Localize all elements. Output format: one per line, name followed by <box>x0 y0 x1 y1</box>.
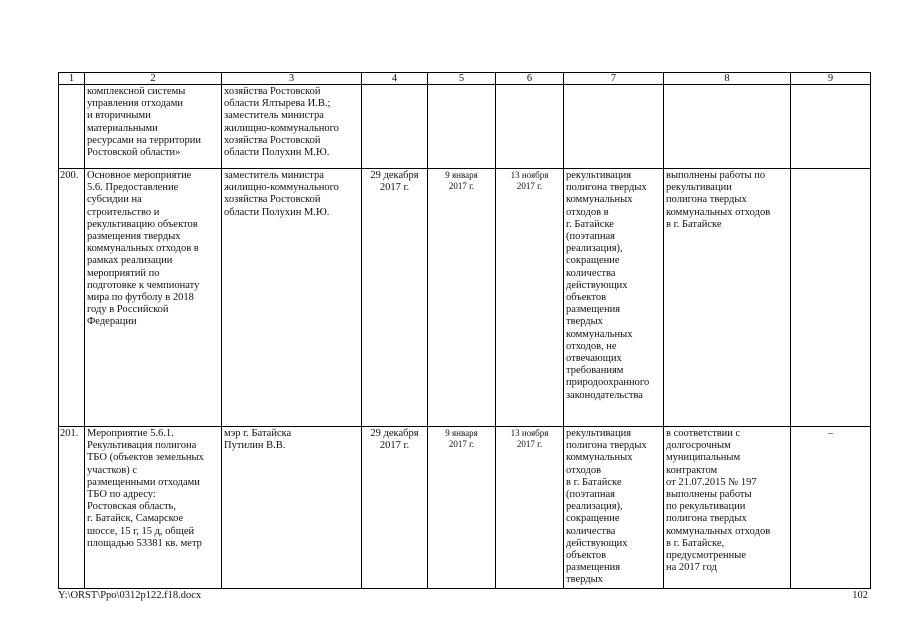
row-number: 200. <box>59 169 85 427</box>
cell-text-line: участков) с <box>87 464 137 476</box>
date-cell <box>362 85 428 169</box>
file-path-footer: Y:\ORST\Ppo\0312p122.f18.docx <box>58 590 202 601</box>
date-cell <box>496 85 564 169</box>
cell-text-line: коммунальных отходов в <box>87 243 199 255</box>
cell-text-line: ТБО (объектов земельных <box>87 452 204 464</box>
row-number <box>59 85 85 169</box>
cell-text-line: количества <box>566 525 616 537</box>
cell-text-line: по рекультивации <box>666 501 746 513</box>
column-header: 5 <box>428 73 496 85</box>
cell-text-line: субсидии на <box>87 194 142 206</box>
cell-text-line: в г. Батайске <box>566 476 622 488</box>
cell-text-line: отвечающих <box>566 353 622 365</box>
cell-text-line: строительство и <box>87 206 160 218</box>
note-cell: – <box>791 427 871 589</box>
column-header: 1 <box>59 73 85 85</box>
cell-text-line: сокращение <box>566 255 620 267</box>
cell-text-line: площадью 53381 кв. метр <box>87 537 202 549</box>
cell-text-line: Ростовская область, <box>87 501 176 513</box>
cell-text-line: рамках реализации <box>87 255 173 267</box>
date-cell <box>496 427 564 589</box>
cell-text-line: выполнены работы по <box>666 170 766 181</box>
column-header: 2 <box>85 73 222 85</box>
cell-text-line: реализация), <box>566 501 623 513</box>
cell-text-line: хозяйства Ростовской <box>224 194 321 206</box>
cell-text-line: размещения <box>566 562 621 574</box>
cell-text-line: 13 ноября <box>510 428 549 438</box>
date-cell <box>496 169 564 427</box>
cell-text-line: Основное мероприятие <box>87 170 192 181</box>
date-cell <box>362 427 428 589</box>
cell-text-line: 29 декабря <box>370 428 419 439</box>
cell-text-line: Мероприятие 5.6.1. <box>87 428 174 439</box>
cell-text-line: рекультивацию объектов <box>87 218 198 230</box>
cell-text-line: шоссе, 15 г, 15 д, общей <box>87 525 195 537</box>
cell-text-line: отходов <box>566 464 602 476</box>
responsible-cell <box>222 169 362 427</box>
result-cell <box>664 85 791 169</box>
cell-text-line: управления отходами <box>87 98 183 110</box>
cell-text-line: (поэтапная <box>566 231 615 243</box>
cell-text-line: ТБО по адресу: <box>87 489 156 501</box>
table-header-row <box>59 73 871 85</box>
cell-text-line: количества <box>566 267 616 279</box>
cell-text-line: мероприятий по <box>87 267 160 279</box>
table-row <box>59 169 871 427</box>
cell-text-line: сокращение <box>566 513 620 525</box>
cell-text-line: на 2017 год <box>666 562 717 574</box>
cell-text-line: законодательства <box>566 389 643 401</box>
cell-text-line: Путилин В.В. <box>224 440 286 452</box>
cell-text-line: 2017 г. <box>379 440 410 452</box>
cell-text-line: хозяйства Ростовской <box>224 134 321 146</box>
date-cell <box>428 427 496 589</box>
cell-text-line: размещенными отходами <box>87 476 200 488</box>
column-header: 3 <box>222 73 362 85</box>
cell-text-line: мира по футболу в 2018 <box>87 292 194 304</box>
column-header: 6 <box>496 73 564 85</box>
cell-text-line: рекультивация <box>566 428 632 439</box>
measures-table <box>58 72 871 589</box>
cell-text-line: размещения <box>566 304 621 316</box>
cell-text-line: 29 декабря <box>370 170 419 181</box>
cell-text-line: г. Батайск, Самарское <box>87 513 184 525</box>
cell-text-line: реализация), <box>566 243 623 255</box>
cell-text-line: в г. Батайске, <box>666 537 725 549</box>
cell-text-line: области Ялтырева И.В.; <box>224 98 331 110</box>
date-cell <box>428 85 496 169</box>
cell-text-line: материальными <box>87 122 158 134</box>
cell-text-line: долгосрочным <box>666 440 731 452</box>
cell-text-line: Федерации <box>87 316 137 328</box>
cell-text-line: области Полухин М.Ю. <box>224 206 330 218</box>
row-number: 201. <box>59 427 85 589</box>
cell-text-line: 9 января <box>445 170 478 180</box>
cell-text-line: полигона твердых <box>666 194 747 206</box>
cell-text-line: действующих <box>566 537 628 549</box>
column-header: 9 <box>791 73 871 85</box>
cell-text-line: Рекультивация полигона <box>87 440 197 452</box>
cell-text-line: природоохранного <box>566 377 650 389</box>
cell-text-line: в соответствии с <box>666 428 741 439</box>
measure-name-cell <box>85 85 222 169</box>
cell-text-line: коммунальных <box>566 452 633 464</box>
column-header: 4 <box>362 73 428 85</box>
cell-text-line: отходов, не <box>566 340 617 352</box>
cell-text-line: твердых <box>566 574 603 586</box>
cell-text-line: жилищно-коммунального <box>224 182 339 194</box>
cell-text-line: коммунальных <box>566 194 633 206</box>
cell-text-line: Ростовской области» <box>87 147 181 159</box>
cell-text-line: контрактом <box>666 464 718 476</box>
responsible-cell <box>222 427 362 589</box>
cell-text-line: размещения твердых <box>87 231 181 243</box>
cell-text-line: и вторичными <box>87 110 151 122</box>
column-header: 8 <box>664 73 791 85</box>
cell-text-line: выполнены работы <box>666 489 752 501</box>
cell-text-line: рекультивация <box>566 170 632 181</box>
cell-text-line: области Полухин М.Ю. <box>224 147 330 159</box>
measure-name-cell <box>85 169 222 427</box>
cell-text-line: подготовке к чемпионату <box>87 279 200 291</box>
cell-text-line: (поэтапная <box>566 489 615 501</box>
cell-text-line: 2017 г. <box>448 181 475 191</box>
note-cell <box>791 85 871 169</box>
cell-text-line: 13 ноября <box>510 170 549 180</box>
cell-text-line: от 21.07.2015 № 197 <box>666 476 757 488</box>
result-cell <box>664 169 791 427</box>
cell-text-line: объектов <box>566 292 607 304</box>
result-cell <box>664 427 791 589</box>
cell-text-line: 2017 г. <box>516 439 543 449</box>
cell-text-line: полигона твердых <box>566 182 647 194</box>
cell-text-line: муниципальным <box>666 452 741 464</box>
cell-text-line: году в Российской <box>87 304 169 316</box>
result-cell <box>564 85 664 169</box>
cell-text-line: хозяйства Ростовской <box>224 86 321 97</box>
cell-text-line: заместитель министра <box>224 170 324 181</box>
cell-text-line: действующих <box>566 279 628 291</box>
result-cell <box>564 427 664 589</box>
cell-text-line: объектов <box>566 550 607 562</box>
cell-text-line: г. Батайске <box>566 218 614 230</box>
date-cell <box>428 169 496 427</box>
cell-text-line: 2017 г. <box>379 182 410 194</box>
cell-text-line: требованиям <box>566 365 624 377</box>
cell-text-line: комплексной системы <box>87 86 186 97</box>
cell-text-line: 5.6. Предоставление <box>87 182 179 194</box>
cell-text-line: ресурсами на территории <box>87 134 201 146</box>
note-cell <box>791 169 871 427</box>
cell-text-line: коммунальных <box>566 328 633 340</box>
cell-text-line: полигона твердых <box>566 440 647 452</box>
cell-text-line: твердых <box>566 316 603 328</box>
column-header: 7 <box>564 73 664 85</box>
date-cell <box>362 169 428 427</box>
cell-text-line: предусмотренные <box>666 550 746 562</box>
cell-text-line: жилищно-коммунального <box>224 122 339 134</box>
table-row <box>59 85 871 169</box>
table-row <box>59 427 871 589</box>
cell-text-line: 2017 г. <box>516 181 543 191</box>
cell-text-line: полигона твердых <box>666 513 747 525</box>
cell-text-line: 9 января <box>445 428 478 438</box>
cell-text-line: 2017 г. <box>448 439 475 449</box>
measure-name-cell <box>85 427 222 589</box>
cell-text-line: мэр г. Батайска <box>224 428 292 439</box>
cell-text-line: коммунальных отходов <box>666 206 771 218</box>
cell-text-line: в г. Батайске <box>666 218 722 230</box>
responsible-cell <box>222 85 362 169</box>
cell-text-line: рекультивации <box>666 182 732 194</box>
result-cell <box>564 169 664 427</box>
cell-text-line: заместитель министра <box>224 110 324 122</box>
cell-text-line: отходов в <box>566 206 609 218</box>
page-number: 102 <box>852 590 868 601</box>
cell-text-line: коммунальных отходов <box>666 525 771 537</box>
